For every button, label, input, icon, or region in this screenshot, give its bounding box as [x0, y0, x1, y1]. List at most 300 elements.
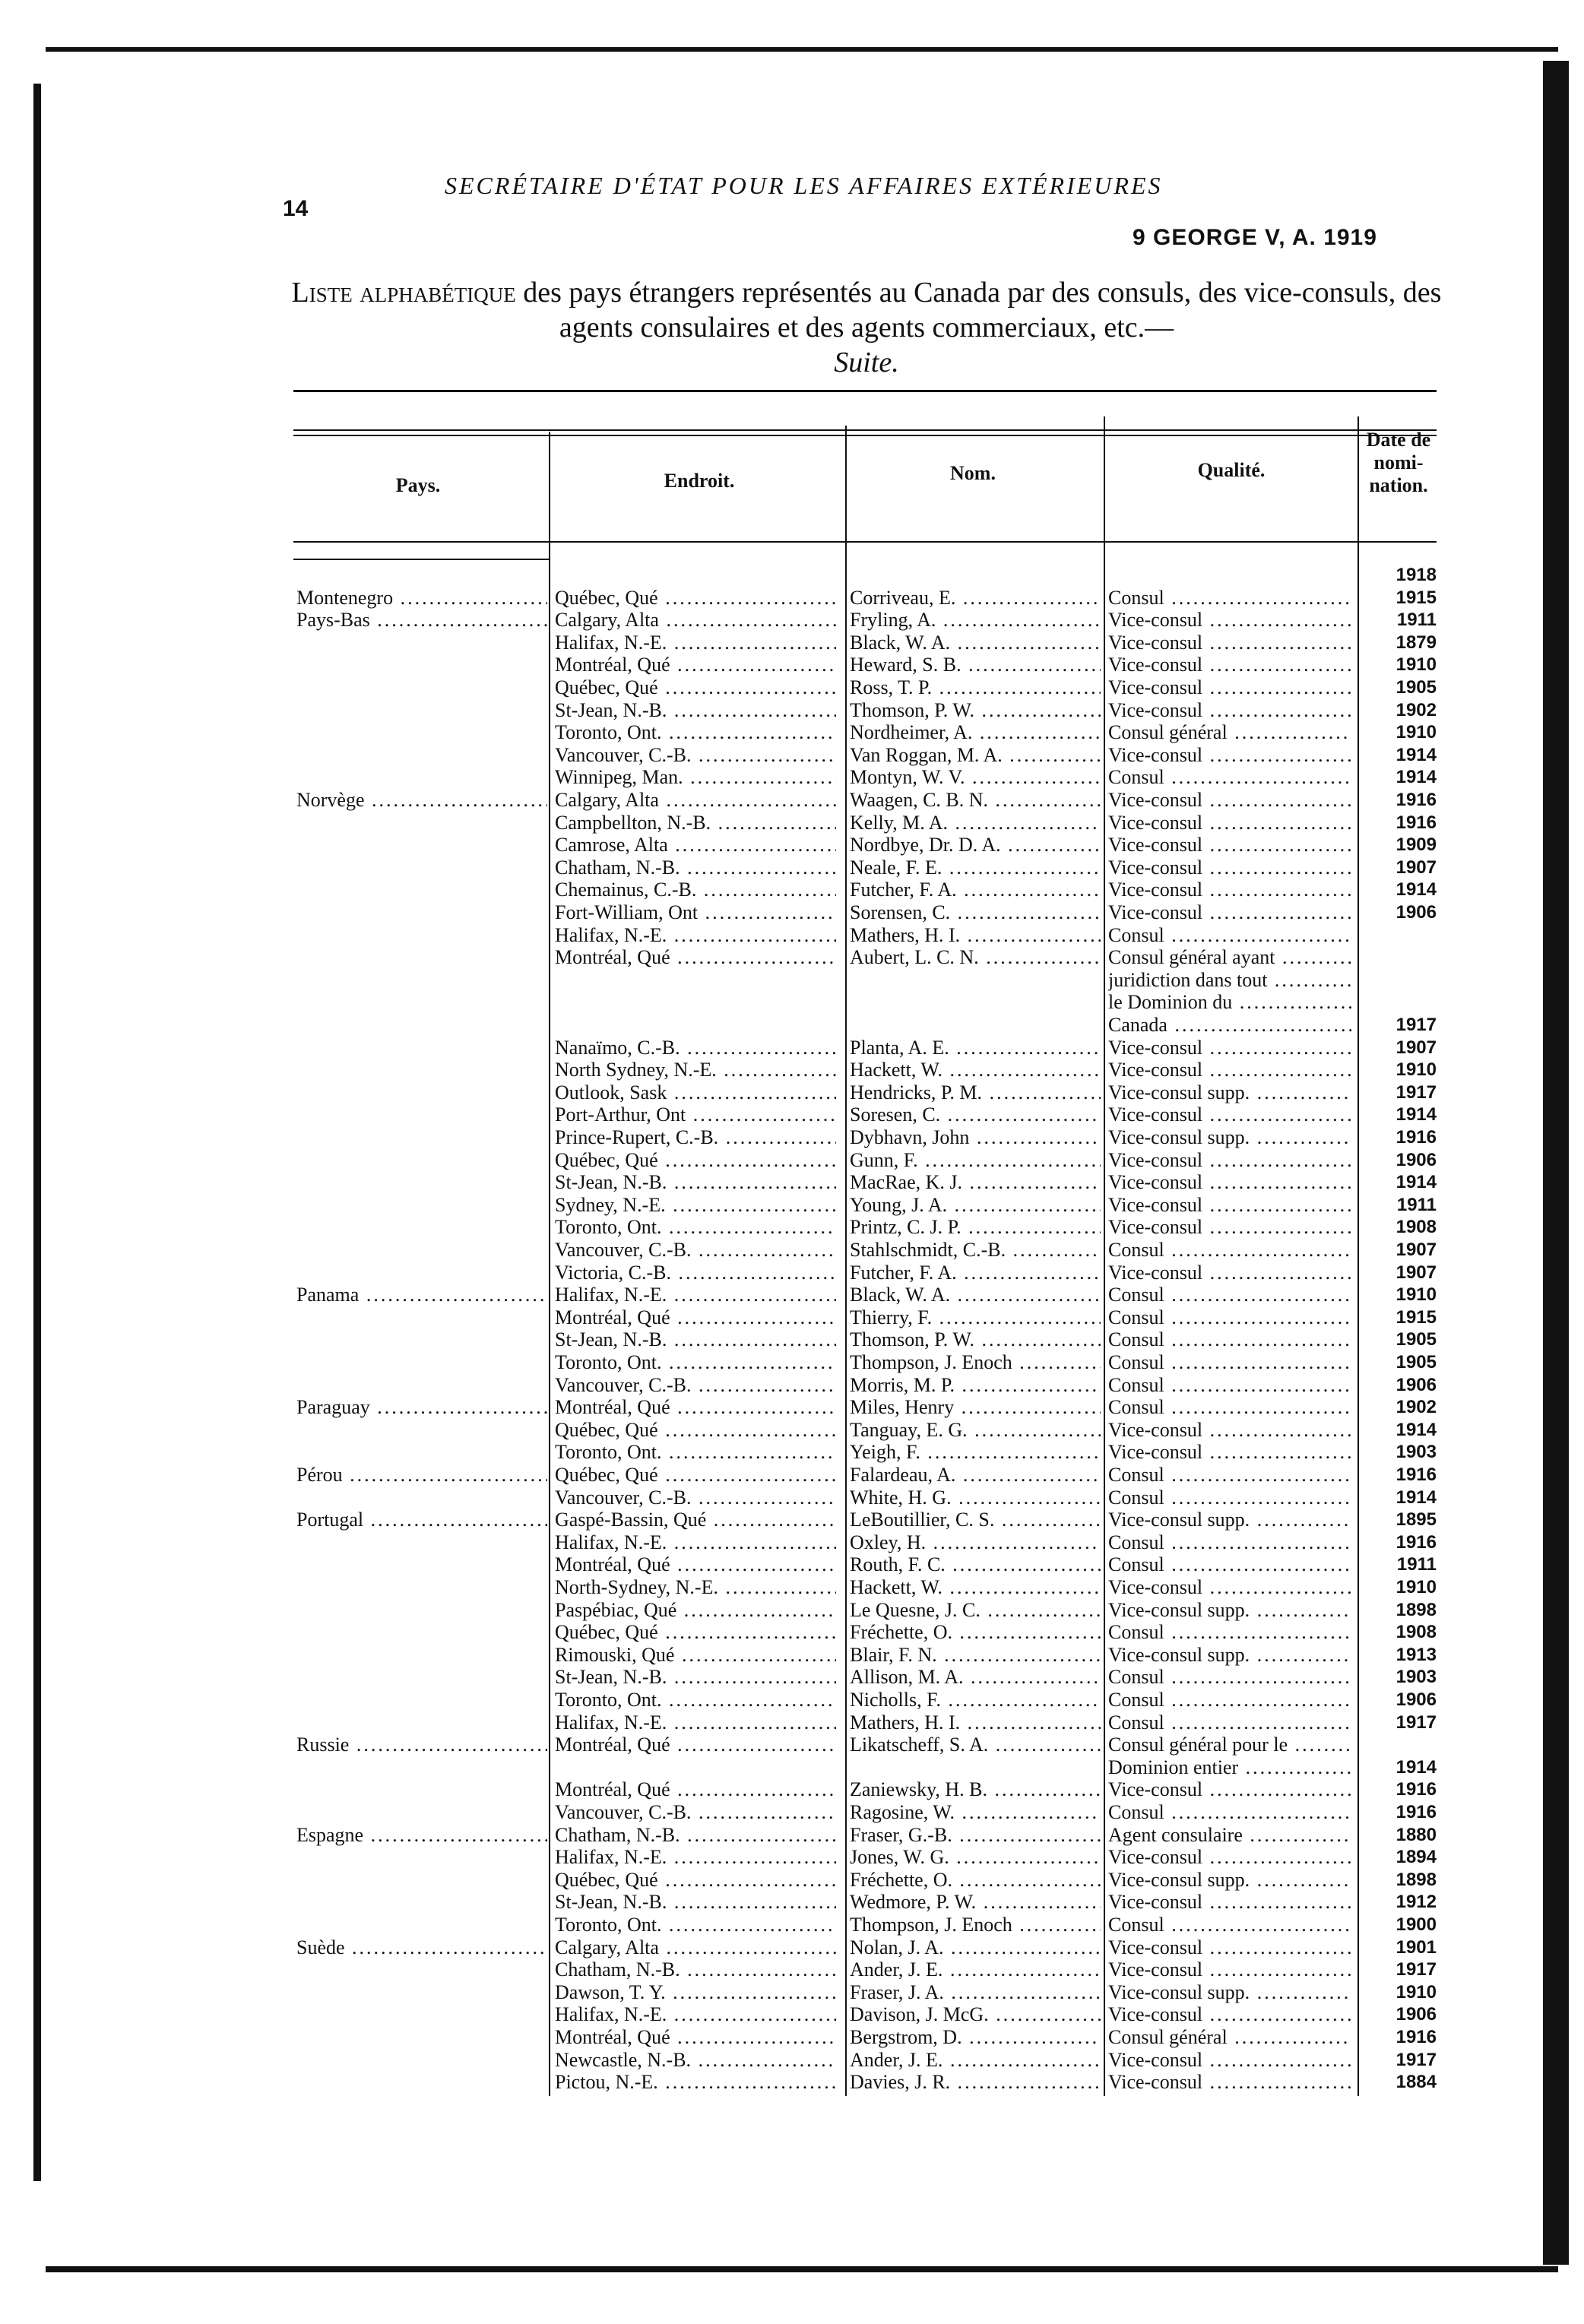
quality-cell: Consul général .....	[1108, 2026, 1351, 2049]
place-cell: Toronto, Ont. .....	[555, 1689, 836, 1711]
table-row	[0, 654, 1584, 676]
place-cell: Vancouver, C.-B. .....	[555, 744, 836, 767]
place-cell: Vancouver, C.-B. .....	[555, 1239, 836, 1262]
quality-cell: Vice-consul .....	[1108, 1419, 1351, 1442]
quality-cell: Consul .....	[1108, 1689, 1351, 1711]
table-row	[0, 1689, 1584, 1711]
table-row	[0, 1869, 1584, 1892]
name-cell: Planta, A. E. .....	[850, 1037, 1101, 1059]
table-row	[0, 789, 1584, 812]
place-cell: Winnipeg, Man. .....	[555, 766, 836, 789]
quality-cell: Vice-consul .....	[1108, 1262, 1351, 1284]
name-cell: Stahlschmidt, C.-B. .....	[850, 1239, 1101, 1262]
column-header-country: Pays.	[395, 474, 441, 496]
place-cell: Montréal, Qué .....	[555, 1734, 836, 1756]
table-top-rule-3	[293, 435, 1437, 436]
table-row	[0, 1284, 1584, 1306]
table-row	[0, 834, 1584, 856]
name-cell: Dybhavn, John .....	[850, 1126, 1101, 1149]
quality-cell: Vice-consul .....	[1108, 1037, 1351, 1059]
table-row	[0, 632, 1584, 654]
name-cell: Allison, M. A. .....	[850, 1666, 1101, 1689]
place-cell: Campbellton, N.-B. .....	[555, 812, 836, 834]
table-row	[0, 1351, 1584, 1374]
place-cell: Calgary, Alta .....	[555, 789, 836, 812]
date-cell: 1911	[1396, 1554, 1437, 1575]
quality-cell: Vice-consul .....	[1108, 789, 1351, 812]
date-cell: 1914	[1396, 1172, 1437, 1192]
place-cell: Newcastle, N.-B. .....	[555, 2049, 836, 2072]
table-row	[0, 1756, 1584, 1779]
place-cell: Halifax, N.-E. .....	[555, 2003, 836, 2026]
scan-border-top	[46, 47, 1558, 52]
running-title: SECRÉTAIRE D'ÉTAT POUR LES AFFAIRES EXTÉRIEURES	[445, 172, 1163, 199]
quality-cell: Consul .....	[1108, 1666, 1351, 1689]
date-cell: 1902	[1396, 700, 1437, 720]
place-cell: Montréal, Qué .....	[555, 1778, 836, 1801]
table-row	[0, 879, 1584, 901]
quality-cell: Vice-consul .....	[1108, 654, 1351, 676]
date-cell: 1907	[1396, 1037, 1437, 1058]
name-cell: Neale, F. E. .....	[850, 856, 1101, 879]
quality-cell: Consul .....	[1108, 1284, 1351, 1306]
place-cell: Québec, Qué .....	[555, 1149, 836, 1172]
name-cell: Fryling, A. .....	[850, 609, 1101, 632]
table-row	[0, 1037, 1584, 1059]
date-cell: 1914	[1396, 879, 1437, 900]
table-row	[0, 1666, 1584, 1689]
quality-cell: Consul .....	[1108, 1351, 1351, 1374]
table-row	[0, 587, 1584, 609]
quality-cell: le Dominion du .....	[1108, 991, 1351, 1014]
quality-cell: Consul .....	[1108, 1621, 1351, 1644]
column-header-place: Endroit.	[664, 470, 735, 492]
date-cell: 1894	[1396, 1847, 1437, 1867]
place-cell: Montréal, Qué .....	[555, 654, 836, 676]
list-title-lead: Liste alphabétique	[291, 277, 516, 309]
place-cell: Québec, Qué .....	[555, 1464, 836, 1487]
date-cell: 1914	[1396, 1420, 1437, 1440]
quality-cell: Consul .....	[1108, 1531, 1351, 1554]
name-cell: Young, J. A. .....	[850, 1194, 1101, 1217]
place-cell: Québec, Qué .....	[555, 676, 836, 699]
quality-cell: Vice-consul .....	[1108, 676, 1351, 699]
place-cell: Toronto, Ont. .....	[555, 1351, 836, 1374]
name-cell: Nolan, J. A. .....	[850, 1936, 1101, 1959]
list-title-suite: Suite.	[834, 347, 899, 378]
place-cell: Outlook, Sask .....	[555, 1081, 836, 1104]
table-row	[0, 1711, 1584, 1734]
quality-cell: Vice-consul .....	[1108, 2049, 1351, 2072]
place-cell: Halifax, N.-E. .....	[555, 924, 836, 947]
place-cell: Vancouver, C.-B. .....	[555, 1374, 836, 1397]
quality-cell: Consul .....	[1108, 924, 1351, 947]
place-cell: Halifax, N.-E. .....	[555, 1531, 836, 1554]
table-row	[0, 1239, 1584, 1262]
list-title-text: des pays étrangers représentés au Canada par des consuls, des vice-consuls, des agents consulaires et des agents commerciaux, etc.—	[515, 277, 1442, 344]
name-cell: Thomson, P. W. .....	[850, 699, 1101, 722]
quality-cell: Vice-consul supp. .....	[1108, 1981, 1351, 2004]
table-row	[0, 991, 1584, 1014]
place-cell: Halifax, N.-E. .....	[555, 632, 836, 654]
name-cell: Futcher, F. A. .....	[850, 879, 1101, 901]
table-row	[0, 1644, 1584, 1667]
quality-cell: Consul .....	[1108, 1306, 1351, 1329]
place-cell: Montréal, Qué .....	[555, 2026, 836, 2049]
place-cell: Québec, Qué .....	[555, 587, 836, 609]
quality-cell: Canada .....	[1108, 1014, 1351, 1037]
quality-cell: Vice-consul supp. .....	[1108, 1126, 1351, 1149]
name-cell: Soresen, C. .....	[850, 1103, 1101, 1126]
date-cell: 1898	[1396, 1870, 1437, 1890]
quality-cell: Vice-consul .....	[1108, 1216, 1351, 1239]
quality-cell: Consul .....	[1108, 587, 1351, 609]
name-cell: Likatscheff, S. A. .....	[850, 1734, 1101, 1756]
date-cell: 1916	[1396, 2027, 1437, 2047]
table-row	[0, 2003, 1584, 2026]
place-cell: Pictou, N.-E. .....	[555, 2071, 836, 2094]
place-cell: Nanaïmo, C.-B. .....	[555, 1037, 836, 1059]
date-cell: 1917	[1396, 1712, 1437, 1733]
name-cell: Tanguay, E. G. .....	[850, 1419, 1101, 1442]
place-cell: St-Jean, N.-B. .....	[555, 699, 836, 722]
table-row	[0, 812, 1584, 834]
name-cell: Nordheimer, A. .....	[850, 721, 1101, 744]
name-cell: Hackett, W. .....	[850, 1059, 1101, 1081]
table-row	[0, 1509, 1584, 1531]
table-row	[0, 856, 1584, 879]
quality-cell: Vice-consul .....	[1108, 1059, 1351, 1081]
quality-cell: Vice-consul .....	[1108, 744, 1351, 767]
quality-cell: Vice-consul .....	[1108, 1891, 1351, 1914]
place-cell: Gaspé-Bassin, Qué .....	[555, 1509, 836, 1531]
place-cell: Victoria, C.-B. .....	[555, 1262, 836, 1284]
date-cell: 1918	[1396, 565, 1437, 585]
table-row	[0, 1396, 1584, 1419]
quality-cell: Vice-consul .....	[1108, 699, 1351, 722]
date-cell: 1907	[1396, 1240, 1437, 1260]
date-cell: 1906	[1396, 1375, 1437, 1395]
table-row	[0, 1171, 1584, 1194]
name-cell: Morris, M. P. .....	[850, 1374, 1101, 1397]
quality-cell: Vice-consul .....	[1108, 856, 1351, 879]
date-cell: 1901	[1396, 1937, 1437, 1958]
table-row	[0, 1149, 1584, 1172]
place-cell: Rimouski, Qué .....	[555, 1644, 836, 1667]
name-cell: Fraser, J. A. .....	[850, 1981, 1101, 2004]
quality-cell: Vice-consul supp. .....	[1108, 1081, 1351, 1104]
country-cell: Pérou .....	[296, 1464, 547, 1487]
date-cell: 1916	[1396, 1127, 1437, 1148]
session-label: 9 GEORGE V, A. 1919	[1133, 225, 1377, 250]
date-cell: 1914	[1396, 767, 1437, 787]
date-cell: 1917	[1396, 1959, 1437, 1980]
quality-cell: Consul .....	[1108, 1914, 1351, 1936]
place-cell: Halifax, N.-E. .....	[555, 1711, 836, 1734]
table-row	[0, 901, 1584, 924]
date-cell: 1910	[1396, 1577, 1437, 1597]
name-cell: Ander, J. E. .....	[850, 2049, 1101, 2072]
name-cell: Thompson, J. Enoch .....	[850, 1914, 1101, 1936]
place-cell: Montréal, Qué .....	[555, 946, 836, 969]
country-cell: Paraguay .....	[296, 1396, 547, 1419]
name-cell: Wedmore, P. W. .....	[850, 1891, 1101, 1914]
name-cell: Waagen, C. B. N. .....	[850, 789, 1101, 812]
name-cell: LeBoutillier, C. S. .....	[850, 1509, 1101, 1531]
date-cell: 1898	[1396, 1600, 1437, 1620]
quality-cell: Consul .....	[1108, 766, 1351, 789]
quality-cell: Vice-consul .....	[1108, 1103, 1351, 1126]
quality-cell: Consul .....	[1108, 1553, 1351, 1576]
name-cell: Yeigh, F. .....	[850, 1441, 1101, 1464]
table-row	[0, 564, 1584, 587]
quality-cell: Vice-consul .....	[1108, 2071, 1351, 2094]
name-cell: MacRae, K. J. .....	[850, 1171, 1101, 1194]
name-cell: Miles, Henry .....	[850, 1396, 1101, 1419]
quality-cell: Vice-consul .....	[1108, 609, 1351, 632]
name-cell: Mathers, H. I. .....	[850, 924, 1101, 947]
place-cell: Montréal, Qué .....	[555, 1306, 836, 1329]
table-row	[0, 2071, 1584, 2094]
date-cell: 1903	[1396, 1667, 1437, 1687]
date-cell: 1880	[1396, 1825, 1437, 1845]
quality-cell: Vice-consul .....	[1108, 1936, 1351, 1959]
quality-cell: Consul .....	[1108, 1487, 1351, 1509]
date-cell: 1884	[1396, 2072, 1437, 2092]
country-cell: Russie .....	[296, 1734, 547, 1756]
quality-cell: Vice-consul supp. .....	[1108, 1869, 1351, 1892]
date-cell: 1905	[1396, 1329, 1437, 1350]
place-cell: North Sydney, N.-E. .....	[555, 1059, 836, 1081]
date-cell: 1911	[1396, 1195, 1437, 1215]
date-cell: 1903	[1396, 1442, 1437, 1462]
column-header-quality: Qualité.	[1197, 459, 1266, 481]
date-cell: 1910	[1396, 1284, 1437, 1305]
name-cell: Thompson, J. Enoch .....	[850, 1351, 1101, 1374]
place-cell: Camrose, Alta .....	[555, 834, 836, 856]
place-cell: Vancouver, C.-B. .....	[555, 1487, 836, 1509]
date-cell: 1902	[1396, 1397, 1437, 1417]
quality-cell: Vice-consul .....	[1108, 1778, 1351, 1801]
place-cell: Fort-William, Ont .....	[555, 901, 836, 924]
place-cell: Toronto, Ont. .....	[555, 721, 836, 744]
place-cell: Halifax, N.-E. .....	[555, 1284, 836, 1306]
table-row	[0, 1734, 1584, 1756]
name-cell: Bergstrom, D. .....	[850, 2026, 1101, 2049]
quality-cell: Vice-consul .....	[1108, 1958, 1351, 1981]
name-cell: Nordbye, Dr. D. A. .....	[850, 834, 1101, 856]
table-row	[0, 2049, 1584, 2072]
quality-cell: Vice-consul .....	[1108, 1171, 1351, 1194]
name-cell: Fraser, G.-B. .....	[850, 1824, 1101, 1847]
country-cell: Pays-Bas .....	[296, 609, 547, 632]
place-cell: Vancouver, C.-B. .....	[555, 1801, 836, 1824]
date-cell: 1895	[1396, 1509, 1437, 1530]
country-cell: Espagne .....	[296, 1824, 547, 1847]
date-cell: 1914	[1396, 1487, 1437, 1508]
quality-cell: Vice-consul supp. .....	[1108, 1509, 1351, 1531]
quality-cell: Consul .....	[1108, 1328, 1351, 1351]
name-cell: Hendricks, P. M. .....	[850, 1081, 1101, 1104]
table-row	[0, 1981, 1584, 2004]
quality-cell: Vice-consul .....	[1108, 1576, 1351, 1599]
place-cell: Halifax, N.-E. .....	[555, 1846, 836, 1869]
quality-cell: Consul .....	[1108, 1239, 1351, 1262]
name-cell: Montyn, W. V. .....	[850, 766, 1101, 789]
table-row	[0, 721, 1584, 744]
name-cell: Hackett, W. .....	[850, 1576, 1101, 1599]
place-cell: Prince-Rupert, C.-B. .....	[555, 1126, 836, 1149]
quality-cell: Vice-consul .....	[1108, 812, 1351, 834]
date-cell: 1905	[1396, 1352, 1437, 1373]
country-cell: Suède .....	[296, 1936, 547, 1959]
quality-cell: Vice-consul .....	[1108, 1846, 1351, 1869]
name-cell: Printz, C. J. P. .....	[850, 1216, 1101, 1239]
table-row	[0, 1778, 1584, 1801]
name-cell: Ragosine, W. .....	[850, 1801, 1101, 1824]
date-cell: 1916	[1396, 1532, 1437, 1553]
place-cell: Montréal, Qué .....	[555, 1396, 836, 1419]
place-cell: Paspébiac, Qué .....	[555, 1599, 836, 1622]
page-number: 14	[283, 196, 309, 221]
date-cell: 1906	[1396, 902, 1437, 923]
country-cell: Portugal .....	[296, 1509, 547, 1531]
name-cell: Van Roggan, M. A. .....	[850, 744, 1101, 767]
name-cell: Black, W. A. .....	[850, 632, 1101, 654]
name-cell: Aubert, L. C. N. .....	[850, 946, 1101, 969]
date-cell: 1905	[1396, 677, 1437, 698]
quality-cell: Consul .....	[1108, 1711, 1351, 1734]
name-cell: Falardeau, A. .....	[850, 1464, 1101, 1487]
header-bottom-rule	[293, 541, 1437, 543]
place-cell: Port-Arthur, Ont .....	[555, 1103, 836, 1126]
quality-cell: Vice-consul .....	[1108, 2003, 1351, 2026]
date-cell: 1914	[1396, 1757, 1437, 1778]
scan-border-bottom	[46, 2266, 1558, 2272]
name-cell: Ander, J. E. .....	[850, 1958, 1101, 1981]
date-cell: 1908	[1396, 1217, 1437, 1237]
quality-cell: Consul général .....	[1108, 721, 1351, 744]
quality-cell: Consul .....	[1108, 1396, 1351, 1419]
date-cell: 1915	[1396, 1307, 1437, 1328]
date-cell: 1907	[1396, 857, 1437, 878]
name-cell: Fréchette, O. .....	[850, 1621, 1101, 1644]
date-cell: 1879	[1396, 632, 1437, 653]
table-row	[0, 969, 1584, 992]
place-cell: North-Sydney, N.-E. .....	[555, 1576, 836, 1599]
place-cell: Québec, Qué .....	[555, 1621, 836, 1644]
place-cell: Chemainus, C.-B. .....	[555, 879, 836, 901]
date-cell: 1906	[1396, 2004, 1437, 2025]
name-cell: White, H. G. .....	[850, 1487, 1101, 1509]
name-cell: Heward, S. B. .....	[850, 654, 1101, 676]
place-cell: Chatham, N.-B. .....	[555, 1824, 836, 1847]
table-row	[0, 1194, 1584, 1217]
place-cell: Sydney, N.-E. .....	[555, 1194, 836, 1217]
name-cell: Blair, F. N. .....	[850, 1644, 1101, 1667]
name-cell: Mathers, H. I. .....	[850, 1711, 1101, 1734]
table-row	[0, 1621, 1584, 1644]
quality-cell: Vice-consul .....	[1108, 632, 1351, 654]
date-cell: 1914	[1396, 745, 1437, 765]
quality-cell: Vice-consul .....	[1108, 879, 1351, 901]
date-cell: 1916	[1396, 1464, 1437, 1485]
quality-cell: Consul .....	[1108, 1374, 1351, 1397]
table-row	[0, 1374, 1584, 1397]
name-cell: Ross, T. P. .....	[850, 676, 1101, 699]
place-cell: Toronto, Ont. .....	[555, 1216, 836, 1239]
place-cell: Québec, Qué .....	[555, 1869, 836, 1892]
name-cell: Corriveau, E. .....	[850, 587, 1101, 609]
quality-cell: Consul général ayant .....	[1108, 946, 1351, 969]
table-row	[0, 676, 1584, 699]
name-cell: Routh, F. C. .....	[850, 1553, 1101, 1576]
country-cell: Norvège .....	[296, 789, 547, 812]
table-row	[0, 2026, 1584, 2049]
place-cell: Montréal, Qué .....	[555, 1553, 836, 1576]
date-cell: 1914	[1396, 1104, 1437, 1125]
quality-cell: Vice-consul .....	[1108, 1194, 1351, 1217]
table-row	[0, 1419, 1584, 1442]
place-cell: Toronto, Ont. .....	[555, 1914, 836, 1936]
place-cell: St-Jean, N.-B. .....	[555, 1891, 836, 1914]
name-cell: Oxley, H. .....	[850, 1531, 1101, 1554]
place-cell: Calgary, Alta .....	[555, 1936, 836, 1959]
table-row	[0, 1599, 1584, 1622]
date-cell: 1917	[1396, 1082, 1437, 1103]
quality-cell: Vice-consul .....	[1108, 1149, 1351, 1172]
date-cell: 1906	[1396, 1689, 1437, 1710]
date-cell: 1909	[1396, 834, 1437, 855]
name-cell: Sorensen, C. .....	[850, 901, 1101, 924]
table-row	[0, 1216, 1584, 1239]
date-cell: 1915	[1396, 587, 1437, 608]
table-row	[0, 766, 1584, 789]
quality-cell: Vice-consul .....	[1108, 834, 1351, 856]
quality-cell: Dominion entier .....	[1108, 1756, 1351, 1779]
place-cell: St-Jean, N.-B. .....	[555, 1328, 836, 1351]
name-cell: Davison, J. McG. .....	[850, 2003, 1101, 2026]
place-cell: Toronto, Ont. .....	[555, 1441, 836, 1464]
name-cell: Thomson, P. W. .....	[850, 1328, 1101, 1351]
quality-cell: Consul général pour le .....	[1108, 1734, 1351, 1756]
quality-cell: Agent consulaire .....	[1108, 1824, 1351, 1847]
date-cell: 1917	[1396, 1015, 1437, 1035]
table-row	[0, 1441, 1584, 1464]
place-cell: St-Jean, N.-B. .....	[555, 1666, 836, 1689]
quality-cell: juridiction dans tout .....	[1108, 969, 1351, 992]
name-cell: Black, W. A. .....	[850, 1284, 1101, 1306]
table-row	[0, 1576, 1584, 1599]
table-row	[0, 946, 1584, 969]
name-cell: Davies, J. R. .....	[850, 2071, 1101, 2094]
name-cell: Le Quesne, J. C. .....	[850, 1599, 1101, 1622]
name-cell: Fréchette, O. .....	[850, 1869, 1101, 1892]
name-cell: Thierry, F. .....	[850, 1306, 1101, 1329]
place-cell: Chatham, N.-B. .....	[555, 1958, 836, 1981]
date-cell: 1913	[1396, 1645, 1437, 1665]
name-cell: Futcher, F. A. .....	[850, 1262, 1101, 1284]
place-cell: Calgary, Alta .....	[555, 609, 836, 632]
date-cell: 1916	[1396, 790, 1437, 810]
place-cell: St-Jean, N.-B. .....	[555, 1171, 836, 1194]
column-header-name: Nom.	[950, 462, 996, 484]
table-top-rule	[293, 390, 1437, 392]
date-cell: 1912	[1396, 1892, 1437, 1912]
table-row	[0, 1081, 1584, 1104]
table-row	[0, 924, 1584, 947]
quality-cell: Vice-consul .....	[1108, 901, 1351, 924]
